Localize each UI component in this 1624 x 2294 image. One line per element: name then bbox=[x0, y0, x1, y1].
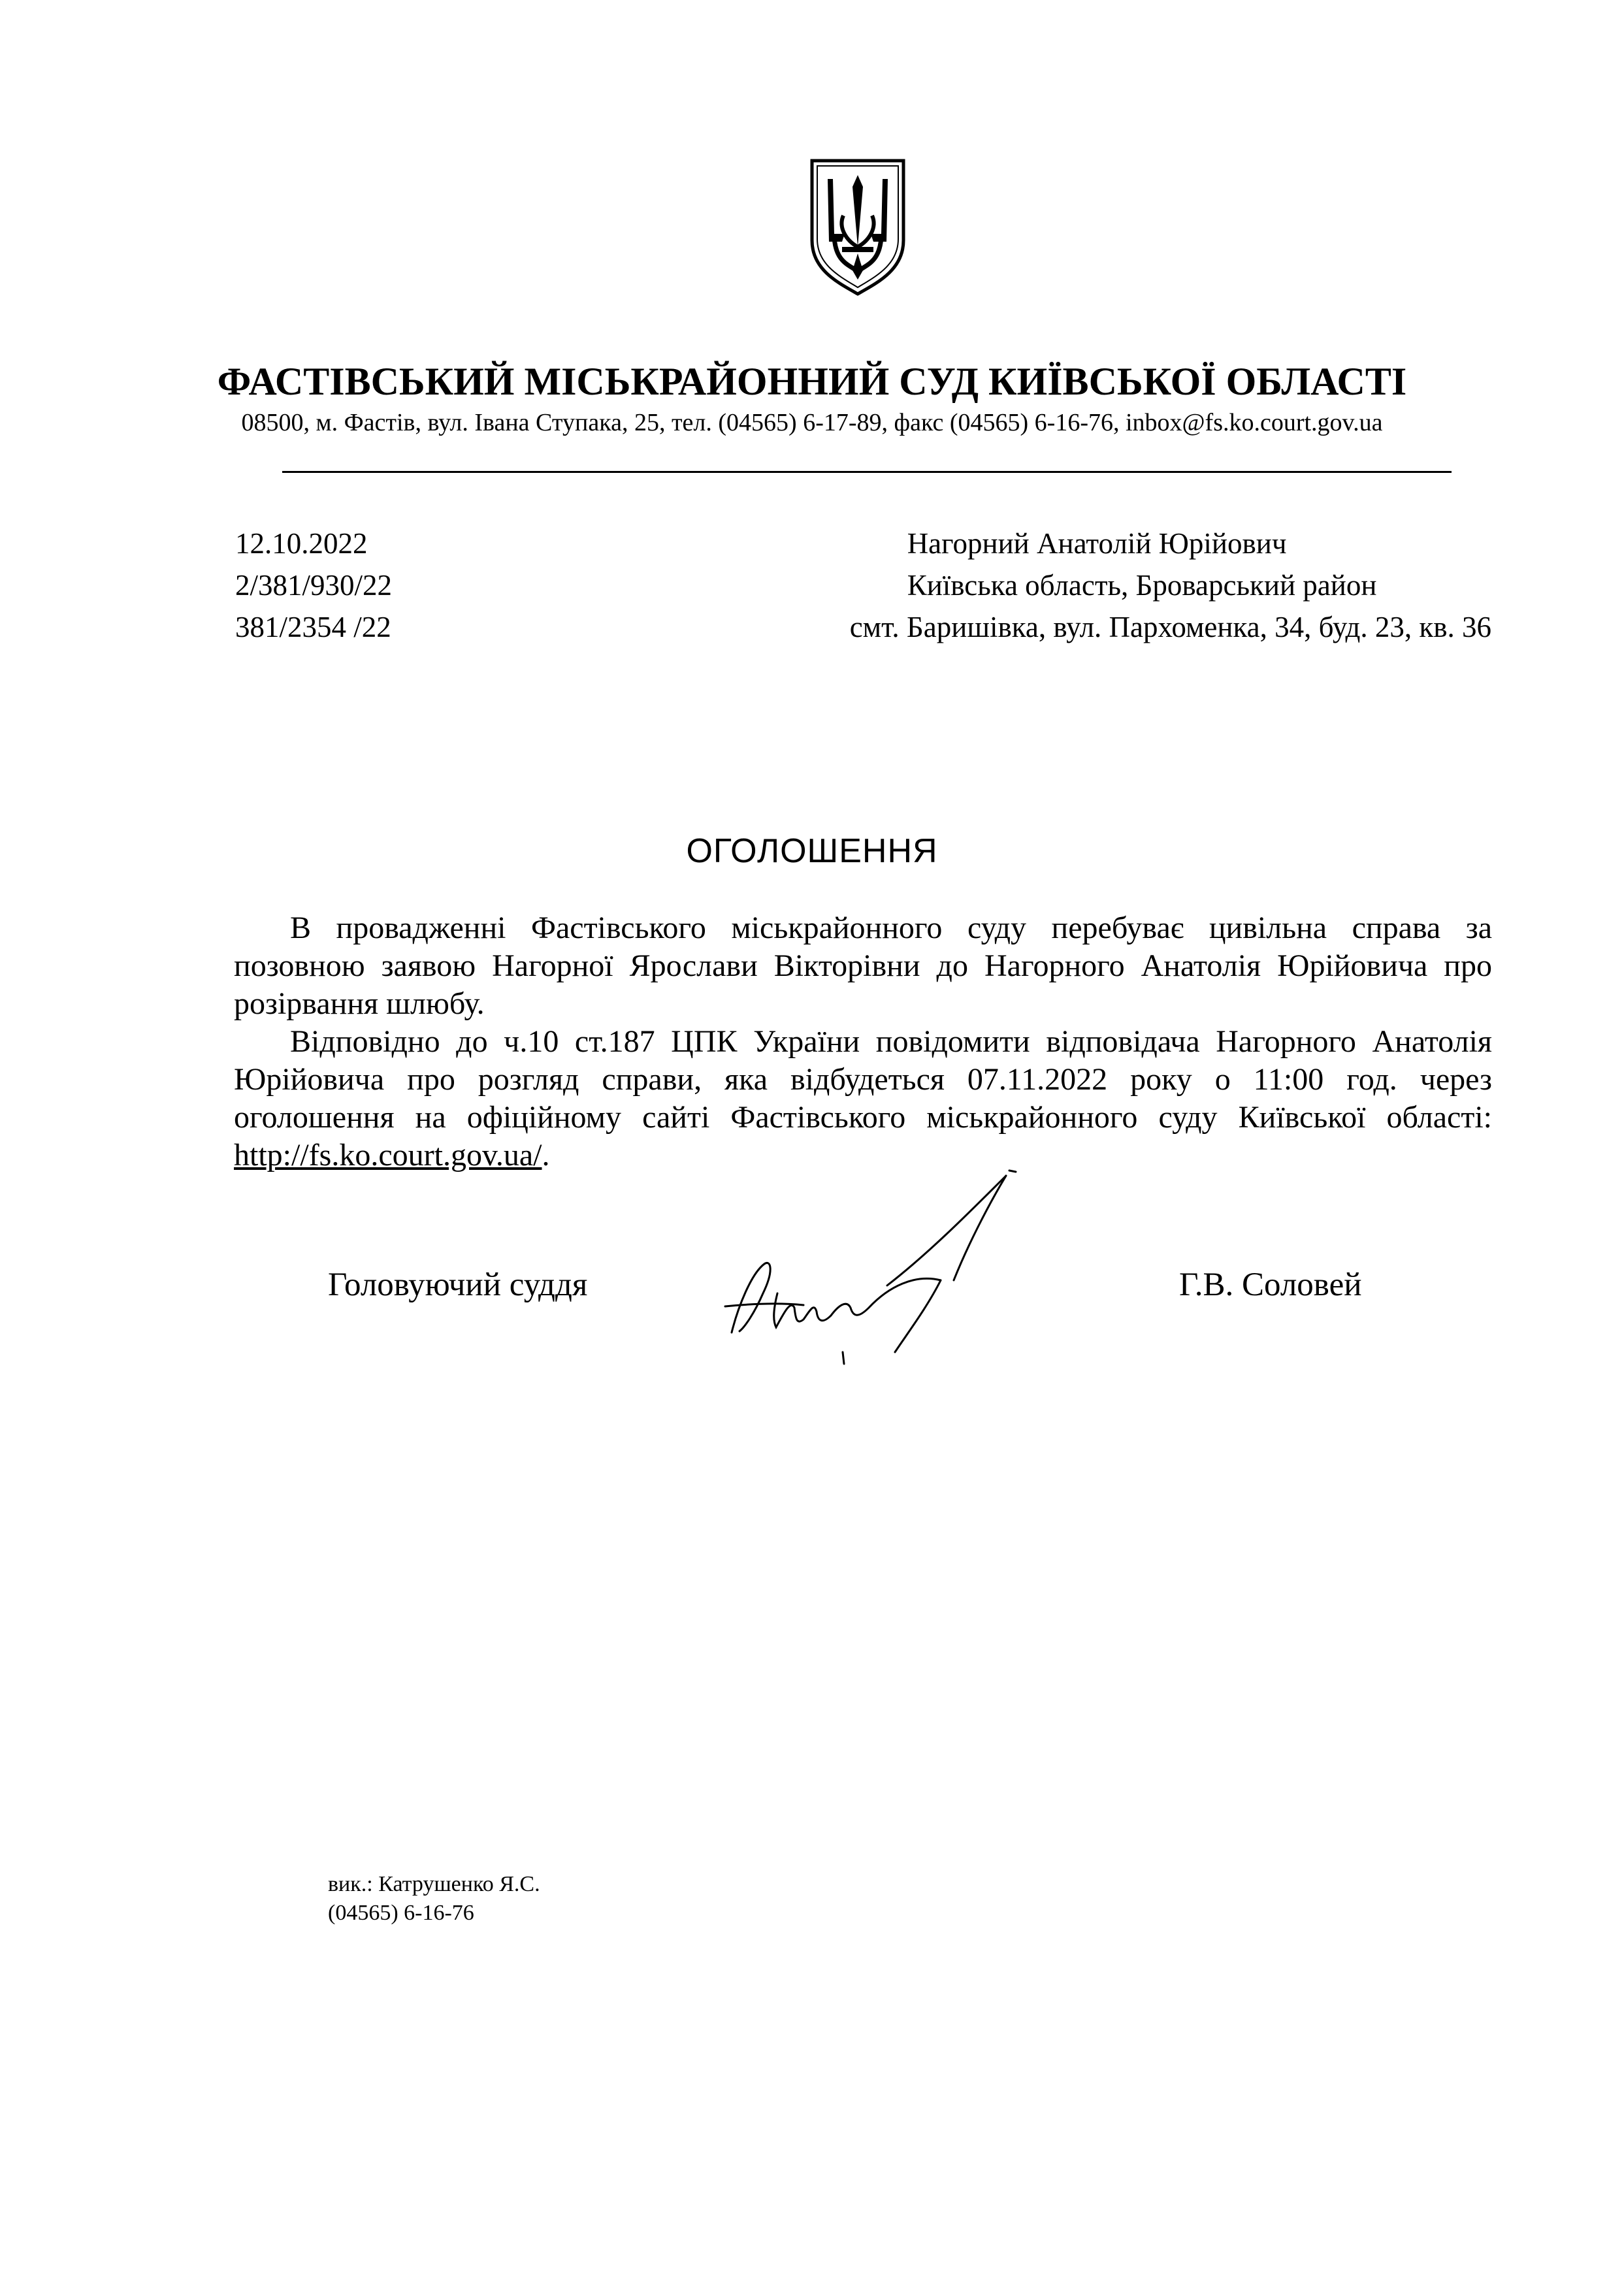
handwritten-signature-icon bbox=[679, 1156, 1045, 1372]
case-number: 2/381/930/22 bbox=[235, 569, 393, 602]
trident-coat-of-arms-icon bbox=[805, 155, 910, 299]
recipient-name: Нагорний Анатолій Юрійович bbox=[907, 527, 1287, 560]
recipient-address: смт. Баришівка, вул. Пархоменка, 34, буд. 23, кв. 36 bbox=[849, 611, 1491, 643]
court-address: 08500, м. Фастів, вул. Івана Ступака, 25, тел. (04565) 6-17-89, факс (04565) 6-16-76, inbox@fs.ko.court.gov.ua bbox=[241, 409, 1383, 436]
announcement-paragraph-2 bbox=[234, 1023, 1492, 1174]
executor-name: вик.: Катрушенко Я.С. bbox=[328, 1872, 540, 1896]
announcement-title: ОГОЛОШЕННЯ bbox=[686, 832, 938, 870]
outgoing-number: 381/2354 /22 bbox=[235, 611, 391, 643]
header-divider bbox=[282, 471, 1452, 473]
announcement-body bbox=[234, 909, 1492, 1174]
judge-name: Г.В. Соловей bbox=[1179, 1267, 1362, 1303]
document-date: 12.10.2022 bbox=[235, 527, 368, 560]
executor-info bbox=[328, 1870, 540, 1928]
executor-phone: (04565) 6-16-76 bbox=[328, 1901, 474, 1925]
document-meta bbox=[235, 523, 392, 648]
announcement-paragraph-1: В провадженні Фастівського міськрайонного суду перебуває цивільна справа за позовною заявою Нагорної Ярослави Вікторівни до Нагорного Анатолія Юрійовича про розірвання шлюбу. bbox=[234, 911, 1492, 1021]
recipient-block bbox=[850, 523, 1491, 648]
announcement-paragraph-2-text: Відповідно до ч.10 ст.187 ЦПК України повідомити відповідача Нагорного Анатолія Юрійовича про розгляд справи, яка відбудеться 07.11.2022 року о 11:00 год. через оголошення на офіційному сайті Фастівського міськрайонного суду Київської області: bbox=[234, 1024, 1492, 1135]
court-name: ФАСТІВСЬКИЙ МІСЬКРАЙОННИЙ СУД КИЇВСЬКОЇ ОБЛАСТІ bbox=[217, 360, 1407, 403]
link-suffix: . bbox=[542, 1138, 550, 1172]
recipient-region: Київська область, Броварський район bbox=[907, 569, 1377, 602]
judge-role: Головуючий суддя bbox=[328, 1267, 588, 1303]
court-website-link[interactable]: http://fs.ko.court.gov.ua/ bbox=[234, 1138, 542, 1172]
